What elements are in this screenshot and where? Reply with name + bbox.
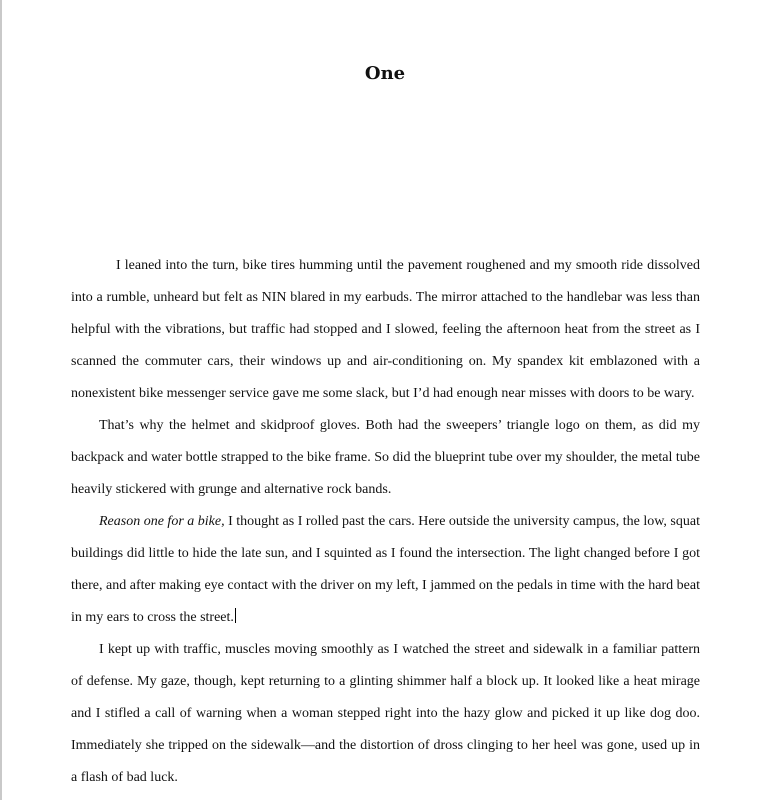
paragraph-3-text: I thought as I rolled past the cars. Here outside the university campus, the low, squat buildings did little to hide the late sun, and I squinted as I found the intersection. The light changed before I got there, and after making eye contact with the driver on my left, I jammed on the pedals in time with the hard beat in my ears to cross the street. [71,514,700,625]
paragraph-1 [71,250,700,410]
paragraph-1-text: I leaned into the turn, bike tires humming until the pavement roughened and my smooth ride dissolved into a rumble, unheard but felt as NIN blared in my earbuds. The mirror attached to the handlebar was less than helpful with the vibrations, but traffic had stopped and I slowed, feeling the afternoon heat from the street as I scanned the commuter cars, their windows up and air-conditioning on. My spandex kit emblazoned with a nonexistent bike messenger service gave me some slack, but I’d had enough near misses with doors to be wary. [71,258,700,401]
text-cursor [235,608,236,623]
paragraph-4-text: I kept up with traffic, muscles moving smoothly as I watched the street and sidewalk in a familiar pattern of defense. My gaze, though, kept returning to a glinting shimmer half a block up. It looked like a heat mirage and I stifled a call of warning when a woman stepped right into the hazy glow and picked it up like dog doo. Immediately she tripped on the sidewalk—and the distortion of dross clinging to her heel was gone, used up in a flash of bad luck. [71,642,700,785]
paragraph-2 [71,410,700,506]
manuscript-body[interactable] [71,250,700,794]
paragraph-3-italic-lead: Reason one for a bike, [99,514,225,529]
page-edge [0,0,2,800]
paragraph-2-text: That’s why the helmet and skidproof gloves. Both had the sweepers’ triangle logo on them, as did my backpack and water bottle strapped to the bike frame. So did the blueprint tube over my shoulder, the metal tube heavily stickered with grunge and alternative rock bands. [71,418,700,497]
paragraph-3 [71,506,700,634]
chapter-title: One [364,63,406,84]
paragraph-4 [71,634,700,794]
